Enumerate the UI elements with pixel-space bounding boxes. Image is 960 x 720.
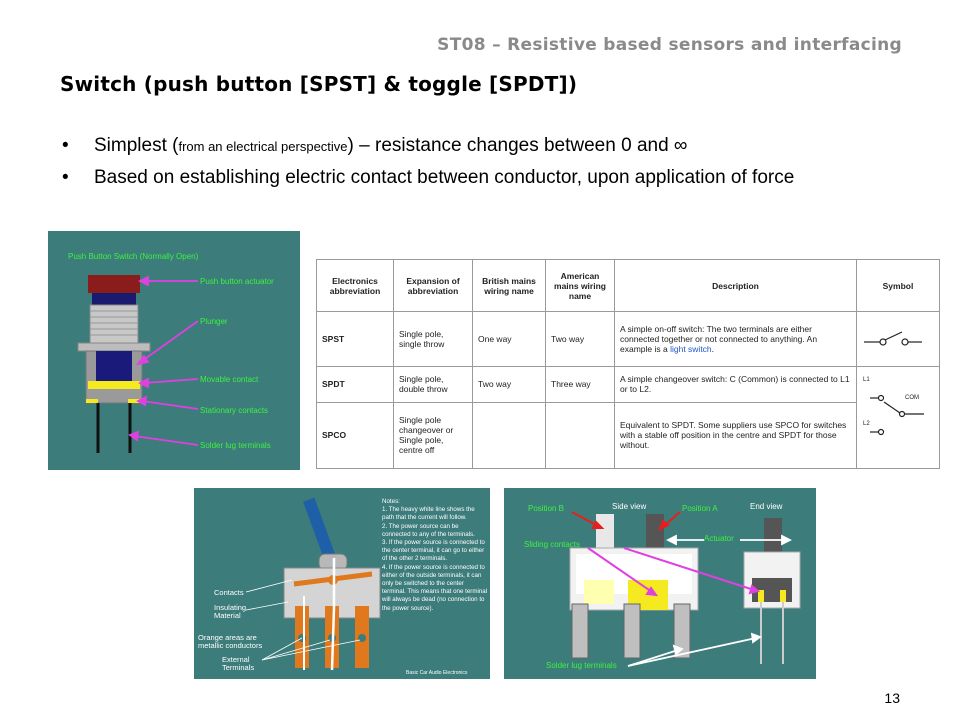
cell-expansion: Single pole, double throw xyxy=(394,366,473,402)
slide-label-side-view: Side view xyxy=(612,502,647,511)
table-row xyxy=(317,402,940,468)
toggle-switch-diagram xyxy=(194,488,490,679)
note-1: 1. The heavy white line shows the path that the current will follow. xyxy=(382,506,475,522)
notes-heading: Notes: xyxy=(382,498,400,505)
slide-label-sliding-contacts: Sliding contacts xyxy=(524,540,581,549)
slide-title: Switch (push button [SPST] & toggle [SPDT]) xyxy=(60,72,578,96)
cell-description: Equivalent to SPDT. Some suppliers use SPCO for switches with a stable off position in the centre and SPDT for those without. xyxy=(615,402,857,468)
cell-description xyxy=(615,312,857,366)
header-american-name: American mains wiring name xyxy=(546,260,615,312)
push-label-actuator: Push button actuator xyxy=(200,277,274,286)
push-button-drawing xyxy=(48,231,300,470)
bullet-item xyxy=(62,134,922,159)
header-description: Description xyxy=(615,260,857,312)
symbol-label-l2: L2 xyxy=(863,420,870,427)
header-symbol: Symbol xyxy=(857,260,940,312)
note-4: 4. If the power source is connected to either of the outside terminals, it can only be switched to the center terminal. This means that one terminal will always be dead (no connection to the power source). xyxy=(382,563,488,612)
symbol-label-com: COM xyxy=(905,394,919,401)
slide-label-position-b: Position B xyxy=(528,504,565,513)
page-number: 13 xyxy=(884,690,900,706)
toggle-credit: Basic Car Audio Electronics xyxy=(406,670,468,676)
toggle-notes xyxy=(382,498,488,613)
push-button-diagram xyxy=(48,231,300,470)
slide-label-actuator: Actuator xyxy=(704,534,734,543)
bullet-dot-icon: • xyxy=(62,135,69,156)
toggle-label-insulating: Insulating Material xyxy=(214,603,247,620)
switch-table xyxy=(316,259,940,469)
bullet-1-text-start: Simplest ( xyxy=(94,135,179,156)
note-2: 2. The power source can be connected to any of the terminals. xyxy=(382,522,475,538)
cell-american: Three way xyxy=(546,366,615,402)
header-electronics-abbreviation: Electronics abbreviation xyxy=(317,260,394,312)
light-switch-link[interactable]: light switch xyxy=(670,343,712,354)
symbol-label-l1: L1 xyxy=(863,376,870,383)
push-label-plunger: Plunger xyxy=(200,317,228,326)
bullet-2-text: Based on establishing electric contact between conductor, upon application of force xyxy=(94,167,795,188)
note-3: 3. If the power source is connected to the center terminal, it can go to either of the other 2 terminals. xyxy=(382,539,485,563)
table-row xyxy=(317,312,940,366)
desc-text-end: . xyxy=(711,343,715,354)
cell-british: One way xyxy=(473,312,546,366)
slide-label-solder-lugs: Solder lug terminals xyxy=(546,661,617,670)
push-label-movable-contact: Movable contact xyxy=(200,375,259,384)
bullet-dot-icon: • xyxy=(62,167,69,188)
header-expansion: Expansion of abbreviation xyxy=(394,260,473,312)
table-header-row xyxy=(317,260,940,312)
bullet-list xyxy=(62,134,922,197)
cell-british xyxy=(473,402,546,468)
slide-label-end-view: End view xyxy=(750,502,783,511)
cell-abbr: SPCO xyxy=(317,402,394,468)
cell-abbr: SPDT xyxy=(317,366,394,402)
cell-symbol-spst xyxy=(857,312,940,366)
toggle-label-contacts: Contacts xyxy=(214,588,244,597)
slide-label-position-a: Position A xyxy=(682,504,718,513)
desc-text: A simple on-off switch: The two terminals are either connected together or not connected to anything. An example is a xyxy=(620,323,818,354)
switch-types-table xyxy=(316,259,944,471)
cell-abbr: SPST xyxy=(317,312,394,366)
toggle-label-terminals: External Terminals xyxy=(222,655,255,672)
table-row xyxy=(317,366,940,402)
spst-symbol-icon xyxy=(862,328,924,348)
cell-symbol-spdt xyxy=(857,366,940,469)
push-button-title: Push Button Switch (Normally Open) xyxy=(68,252,199,261)
header-british-name: British mains wiring name xyxy=(473,260,546,312)
cell-expansion: Single pole changeover or Single pole, centre off xyxy=(394,402,473,468)
cell-description: A simple changeover switch: C (Common) is connected to L1 or to L2. xyxy=(615,366,857,402)
push-label-solder-lugs: Solder lug terminals xyxy=(200,441,271,450)
cell-american xyxy=(546,402,615,468)
toggle-label-orange-note: Orange areas are metallic conductors xyxy=(198,633,263,650)
course-header: ST08 – Resistive based sensors and interfacing xyxy=(437,35,902,55)
cell-american: Two way xyxy=(546,312,615,366)
bullet-1-small-text: from an electrical perspective xyxy=(178,139,348,154)
cell-expansion: Single pole, single throw xyxy=(394,312,473,366)
push-label-stationary-contacts: Stationary contacts xyxy=(200,406,269,415)
cell-british: Two way xyxy=(473,366,546,402)
slide-switch-drawing xyxy=(504,488,816,679)
slide-switch-diagram xyxy=(504,488,816,679)
bullet-1-text-end: ) – resistance changes between 0 and ∞ xyxy=(347,135,688,156)
bullet-item xyxy=(62,166,922,190)
